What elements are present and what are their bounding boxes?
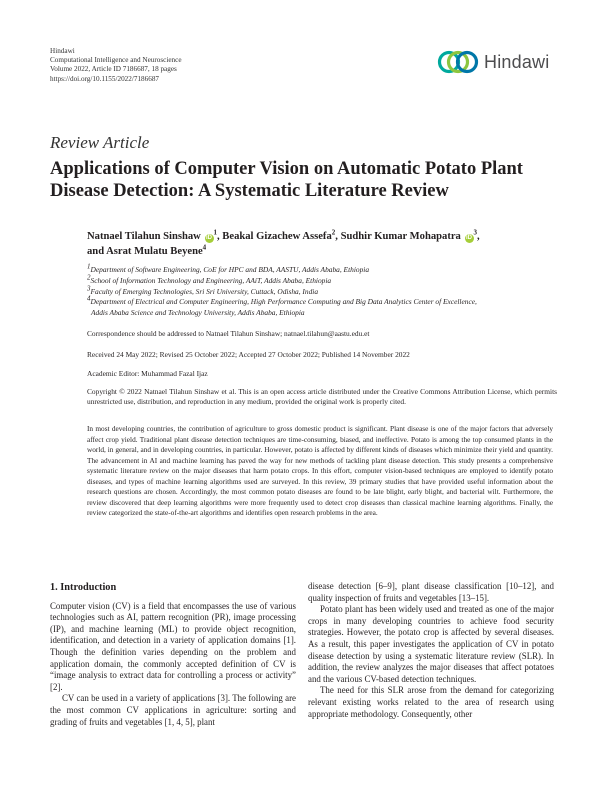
affiliation-item: $^3$Faculty of Emerging Technologies, Sri Sri University, Cuttack, Odisha, India xyxy=(87,284,319,296)
publisher-name: Hindawi xyxy=(50,47,75,55)
paragraph: The need for this SLR arose from the demand for categorizing relevant existing works related to the area of research using appropriate methodology. Consequently, other xyxy=(308,685,554,719)
author-3[interactable]: Sudhir Kumar Mohapatra $iD^3$ xyxy=(340,228,478,242)
section-heading: 1. Introduction xyxy=(50,582,117,593)
orcid-icon[interactable]: iD xyxy=(206,235,212,241)
doi-link[interactable]: https://doi.org/10.1155/2022/7186687 xyxy=(50,74,160,83)
paragraph: disease detection [6–9], plant disease classification [10–12], and quality inspection of fruits and vegetables [13–15]. xyxy=(308,581,554,603)
paper-title: Applications of Computer Vision on Automatic Potato Plant Disease Detection: A Systematic Literature Review xyxy=(50,159,523,201)
author-2[interactable]: Beakal Gizachew Assefa$^2$ xyxy=(222,228,336,242)
intro-left-column xyxy=(50,582,296,728)
paragraph: CV can be used in a variety of applications [3]. The following are the most common CV applications in agriculture: sorting and grading of fruits and vegetables [1, 4, 5], plant xyxy=(50,693,296,727)
abstract: In most developing countries, the contribution of agriculture to gross domestic product is significant. Plant disease is one of the major factors that adversely affect crop yield. Traditional plant disease detection techniques are time-consuming, biased, and ineffective. Potato is among the top consumed plants in the world, in general, and in developing countries, in particular. However, potato is affected by different kinds of diseases which minimize their yield and quantity. The advancement in AI and machine learning has paved the way for new methods of tackling plant disease detection. This study presents a comprehensive systematic literature review on the major diseases that harm potato crops. In this effort, computer vision-based techniques are employed to identify potato diseases, and types of machine learning algorithms used are surveyed. In this review, 39 primary studies that have provided useful information about the research questions are chosen. Accordingly, the most common potato diseases are found to be late blight, early blight, and bacterial wilt. Furthermore, the review discovered that deep learning algorithms were more frequently used to detect crop diseases than classical machine learning algorithms. Finally, the review categorized the state-of-the-art algorithms and identifies open research problems in the area. xyxy=(87,424,553,517)
hindawi-logo xyxy=(436,44,554,80)
intro-right-column xyxy=(308,581,554,720)
publication-dates: Received 24 May 2022; Revised 25 October 2022; Accepted 27 October 2022; Published 14 November 2022 xyxy=(87,350,410,359)
article-type: Review Article xyxy=(50,133,150,152)
hindawi-logo-icon xyxy=(436,47,480,77)
affiliation-item: $^4$Department of Electrical and Computer Engineering, High Performance Computing and Big Data Analytics Center of Excellence, xyxy=(87,294,477,307)
journal-name: Computational Intelligence and Neuroscience xyxy=(50,56,182,65)
affiliations xyxy=(87,262,557,319)
correspondence: Correspondence should be addressed to Natnael Tilahun Sinshaw; natnael.tilahun@aastu.edu.et xyxy=(87,329,370,338)
author-4[interactable]: Asrat Mulatu Beyene$^4$ xyxy=(106,243,207,257)
paragraph: Potato plant has been widely used and treated as one of the major crops in many developing countries to achieve food security strategies. However, the potato crop is affected by several diseases. As a result, this paper investigates the application of CV in potato disease detection by using a systematic literature review (SLR). In addition, the review analyzes the major diseases that affect potatoes and the various CV-based detection techniques. xyxy=(308,604,554,684)
journal-meta xyxy=(50,47,182,84)
logo-text: Hindawi xyxy=(484,51,550,72)
copyright-notice: Copyright © 2022 Natnael Tilahun Sinshaw et al. This is an open access article distributed under the Creative Commons Attribution License, which permits unrestricted use, distribution, and reproduction in any medium, provided the original work is properly cited. xyxy=(87,387,557,406)
affiliation-item: Addis Ababa Science and Technology University, Addis Ababa, Ethiopia xyxy=(91,308,305,318)
academic-editor: Academic Editor: Muhammad Fazal Ijaz xyxy=(87,369,208,378)
affiliation-item: $^2$School of Information Technology and Engineering, AAiT, Addis Ababa, Ethiopia xyxy=(87,273,332,285)
paragraph: Computer vision (CV) is a field that encompasses the use of various technologies such as AI, pattern recognition (PR), image processing (IP), and machine learning (ML) to provide object recognition, identification, and detection in a variety of application domains [1]. Though the definition varies depending on the problem and application domain, the commonly accepted definition of CV is “image analysis to extract data for controlling a process or activity” [2]. xyxy=(50,600,296,692)
author-1[interactable]: Natnael Tilahun Sinshaw $iD^1$ xyxy=(87,228,217,242)
volume-line: Volume 2022, Article ID 7186687, 18 pages xyxy=(50,65,177,74)
orcid-icon[interactable]: iD xyxy=(466,235,473,241)
affiliation-item: $^1$Department of Software Engineering, CoE for HPC and BDA, AASTU, Addis Ababa, Ethiopia xyxy=(87,262,370,274)
author-list: Natnael Tilahun Sinshaw $iD^1$, Beakal Gizachew Assefa$^2$, Sudhir Kumar Mohapatra $iD^3$, and Asrat Mulatu Beyene$^4$ xyxy=(87,228,480,257)
